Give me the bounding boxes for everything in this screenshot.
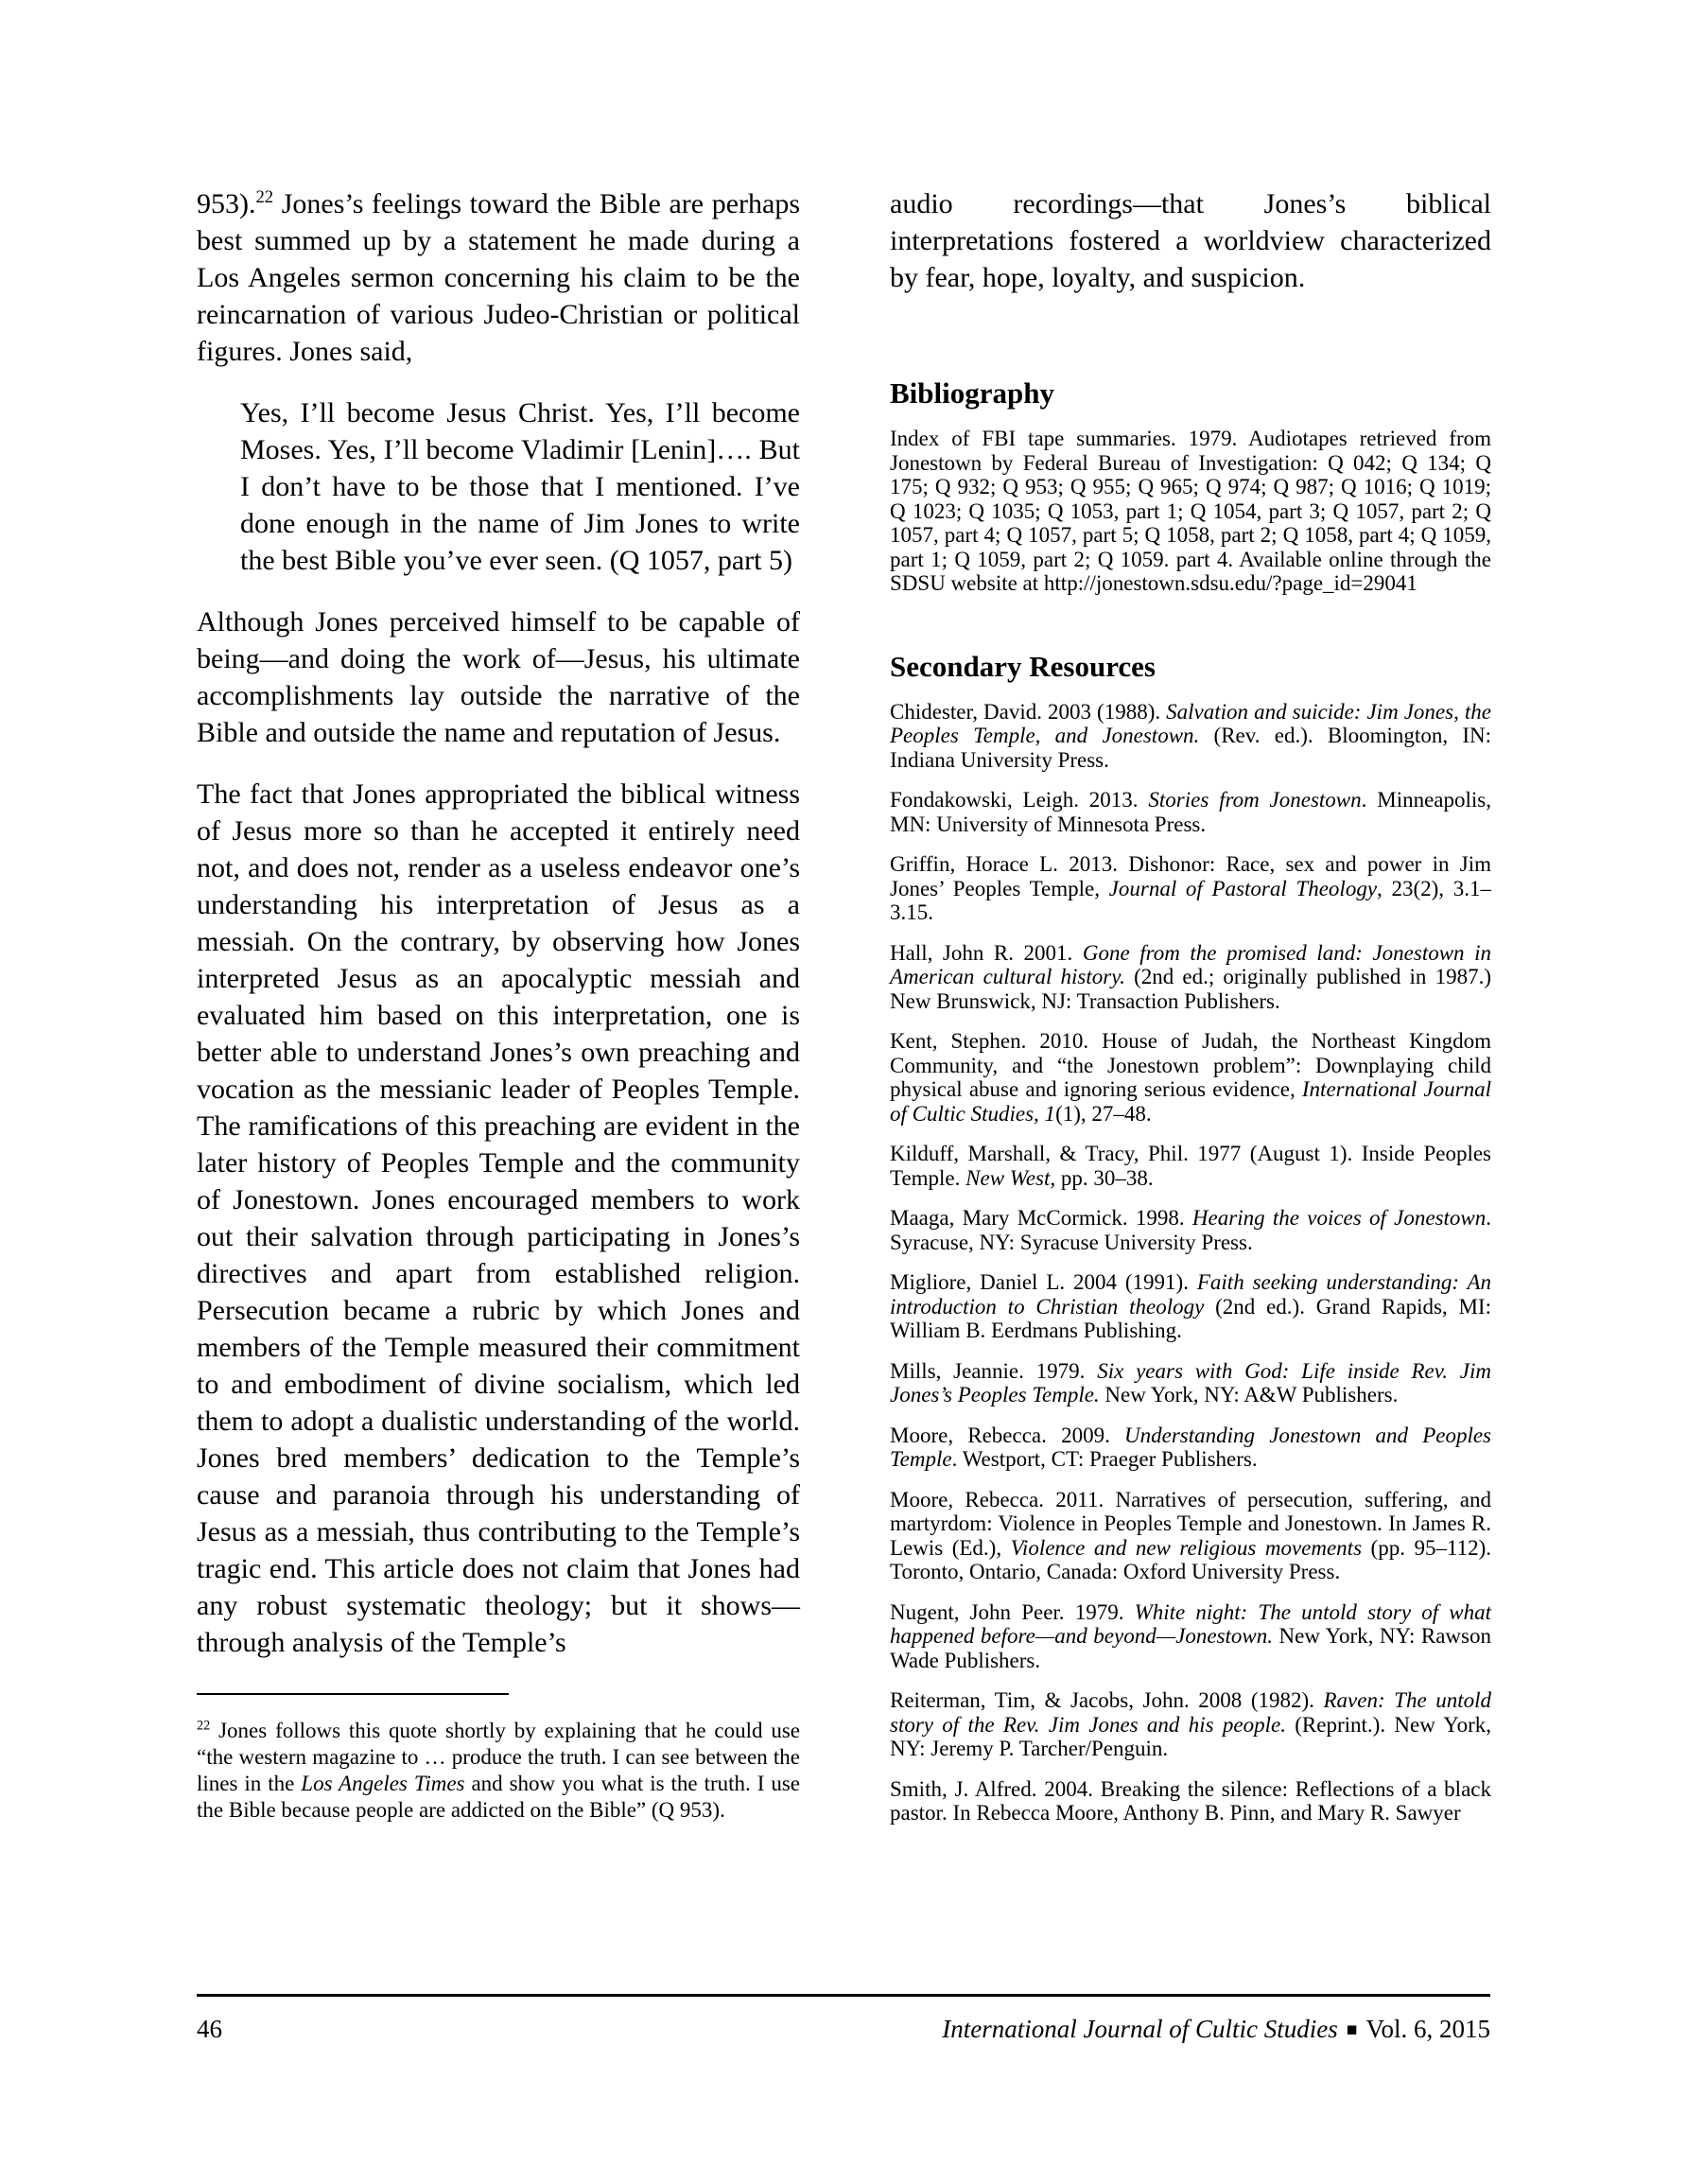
paragraph-the-fact: The fact that Jones appropriated the biblical witness of Jesus more so than he accepted it entirely need not, and does not, render as a useless endeavor one’s understanding his interpretation of Jesus as a messiah. On the contrary, by observing how Jones interpreted Jesus as an apocalyptic messiah and evaluated him based on this interpretation, one is better able to understand Jones’s own preaching and vocation as the messianic leader of Peoples Temple. The ramifications of this preaching are evident in the later history of Peoples Temple and the community of Jonestown. Jones encouraged members to work out their salvation through participating in Jones’s directives and apart from established religion. Persecution became a rubric by which Jones and members of the Temple measured their commitment to and embodiment of divine socialism, which led them to adopt a dualistic understanding of the world. Jones bred members’ dedication to the Temple’s cause and paranoia through his understanding of Jesus as a messiah, thus contributing to the Temple’s tragic end. This article does not claim that Jones had any robust systematic theology; but it shows—through analysis of the Temple’s: [197, 778, 800, 1658]
footnote-area: [197, 1693, 800, 1824]
bibliography-entry-griffin: Griffin, Horace L. 2013. Dishonor: Race, sex and power in Jim Jones’ Peoples Temple, Journal of Pastoral Theology, 23(2), 3.1–3.15.: [890, 852, 1491, 924]
page-number: 46: [197, 2015, 222, 2043]
bibliography-entry-moore-2009: Moore, Rebecca. 2009. Understanding Jonestown and Peoples Temple. Westport, CT: Praeger Publishers.: [890, 1423, 1492, 1471]
secondary-resources-heading: Secondary Resources: [890, 649, 1156, 683]
footnote-22: $^{22}$ Jones follows this quote shortly by explaining that he could use “the western magazine to … produce the truth. I can see between the lines in the Los Angeles Times and show you what is the truth. I use the Bible because people are addicted on the Bible” (Q 953).: [197, 1718, 800, 1822]
paragraph-audio-recordings: audio recordings—that Jones’s biblical interpretations fostered a worldview characterized by fear, hope, loyalty, and suspicion.: [890, 188, 1491, 293]
bibliography-entry-kilduff: Kilduff, Marshall, & Tracy, Phil. 1977 (August 1). Inside Peoples Temple. New West, pp. 30–38.: [890, 1142, 1491, 1190]
left-column: [197, 185, 800, 1824]
footer-rule: [197, 1994, 1490, 1997]
paragraph-jones-feelings: 953).$^{22}$ Jones’s feelings toward the Bible are perhaps best summed up by a statement he made during a Los Angeles sermon concerning his claim to be the reincarnation of various Judeo-Christian or political figures. Jones said,: [197, 187, 800, 367]
paragraph-although-jones: Although Jones perceived himself to be capable of being—and doing the work of—Jesus, his ultimate accomplishments lay outside the narrative of the Bible and outside the name and reputation of Jesus.: [197, 606, 800, 748]
footer-journal-line: [942, 2013, 1490, 2049]
footer-journal-title: International Journal of Cultic Studies: [942, 2015, 1338, 2043]
footnote-separator-rule: [197, 1693, 509, 1695]
bibliography-heading: Bibliography: [890, 376, 1054, 410]
bibliography-entry-moore-2011: Moore, Rebecca. 2011. Narratives of persecution, suffering, and martyrdom: Violence in Peoples Temple and Jonestown. In James R. Lewis (Ed.), Violence and new religious movements (pp. 95–112). Toronto, Ontario, Canada: Oxford University Press.: [890, 1487, 1492, 1583]
bibliography-entry-fondakowski: Fondakowski, Leigh. 2013. Stories from Jonestown. Minneapolis, MN: University of Minnesota Press.: [890, 788, 1491, 836]
bibliography-entry-hall: Hall, John R. 2001. Gone from the promised land: Jonestown in American cultural history. (2nd ed.; originally published in 1987.) New Brunswick, NJ: Transaction Publishers.: [890, 940, 1491, 1013]
block-quote-jones-sermon: Yes, I’ll become Jesus Christ. Yes, I’ll become Moses. Yes, I’ll become Vladimir [Lenin]…. But I don’t have to be those that I mentioned. I’ve done enough in the name of Jim Jones to write the best Bible you’ve ever seen. (Q 1057, part 5): [240, 397, 800, 576]
bibliography-entry-mills: Mills, Jeannie. 1979. Six years with God: Life inside Rev. Jim Jones’s Peoples Temple. New York, NY: A&W Publishers.: [890, 1358, 1491, 1406]
bibliography-entry-reiterman: Reiterman, Tim, & Jacobs, John. 2008 (1982). Raven: The untold story of the Rev. Jim Jones and his people. (Reprint.). New York, NY: Jeremy P. Tarcher/Penguin.: [890, 1688, 1491, 1760]
right-column: [890, 185, 1491, 1842]
bibliography-entry-kent: Kent, Stephen. 2010. House of Judah, the Northeast Kingdom Community, and “the Jonestown problem”: Downplaying child physical abuse and ignoring serious evidence, International Journal of Cultic Studies, 1(1), 27–48.: [890, 1029, 1491, 1126]
page-footer: [197, 2013, 1490, 2049]
bibliography-entry-chidester: Chidester, David. 2003 (1988). Salvation and suicide: Jim Jones, the Peoples Temple, and Jonestown. (Rev. ed.). Bloomington, IN: Indiana University Press.: [890, 699, 1491, 772]
bibliography-entry-smith: Smith, J. Alfred. 2004. Breaking the silence: Reflections of a black pastor. In Rebecca Moore, Anthony B. Pinn, and Mary R. Sawyer: [890, 1776, 1491, 1825]
bibliography-entry-fbi-index: Index of FBI tape summaries. 1979. Audiotapes retrieved from Jonestown by Federal Bureau of Investigation: Q 042; Q 134; Q 175; Q 932; Q 953; Q 955; Q 965; Q 974; Q 987; Q 1016; Q 1019; Q 1023; Q 1035; Q 1053, part 1; Q 1054, part 3; Q 1057, part 2; Q 1057, part 4; Q 1057, part 5; Q 1058, part 2; Q 1058, part 4; Q 1059, part 1; Q 1059, part 2; Q 1059. part 4. Available online through the SDSU website at http://jonestown.sdsu.edu/?page_id=29041: [890, 427, 1491, 595]
square-bullet-icon: ■: [1346, 2020, 1358, 2040]
footer-volume: Vol. 6, 2015: [1365, 2015, 1490, 2043]
bibliography-entry-migliore: Migliore, Daniel L. 2004 (1991). Faith seeking understanding: An introduction to Christian theology (2nd ed.). Grand Rapids, MI: William B. Eerdmans Publishing.: [890, 1270, 1491, 1342]
bibliography-entry-maaga: Maaga, Mary McCormick. 1998. Hearing the voices of Jonestown. Syracuse, NY: Syracuse University Press.: [890, 1206, 1492, 1254]
bibliography-entry-nugent: Nugent, John Peer. 1979. White night: The untold story of what happened before—and beyond—Jonestown. New York, NY: Rawson Wade Publishers.: [890, 1599, 1491, 1672]
